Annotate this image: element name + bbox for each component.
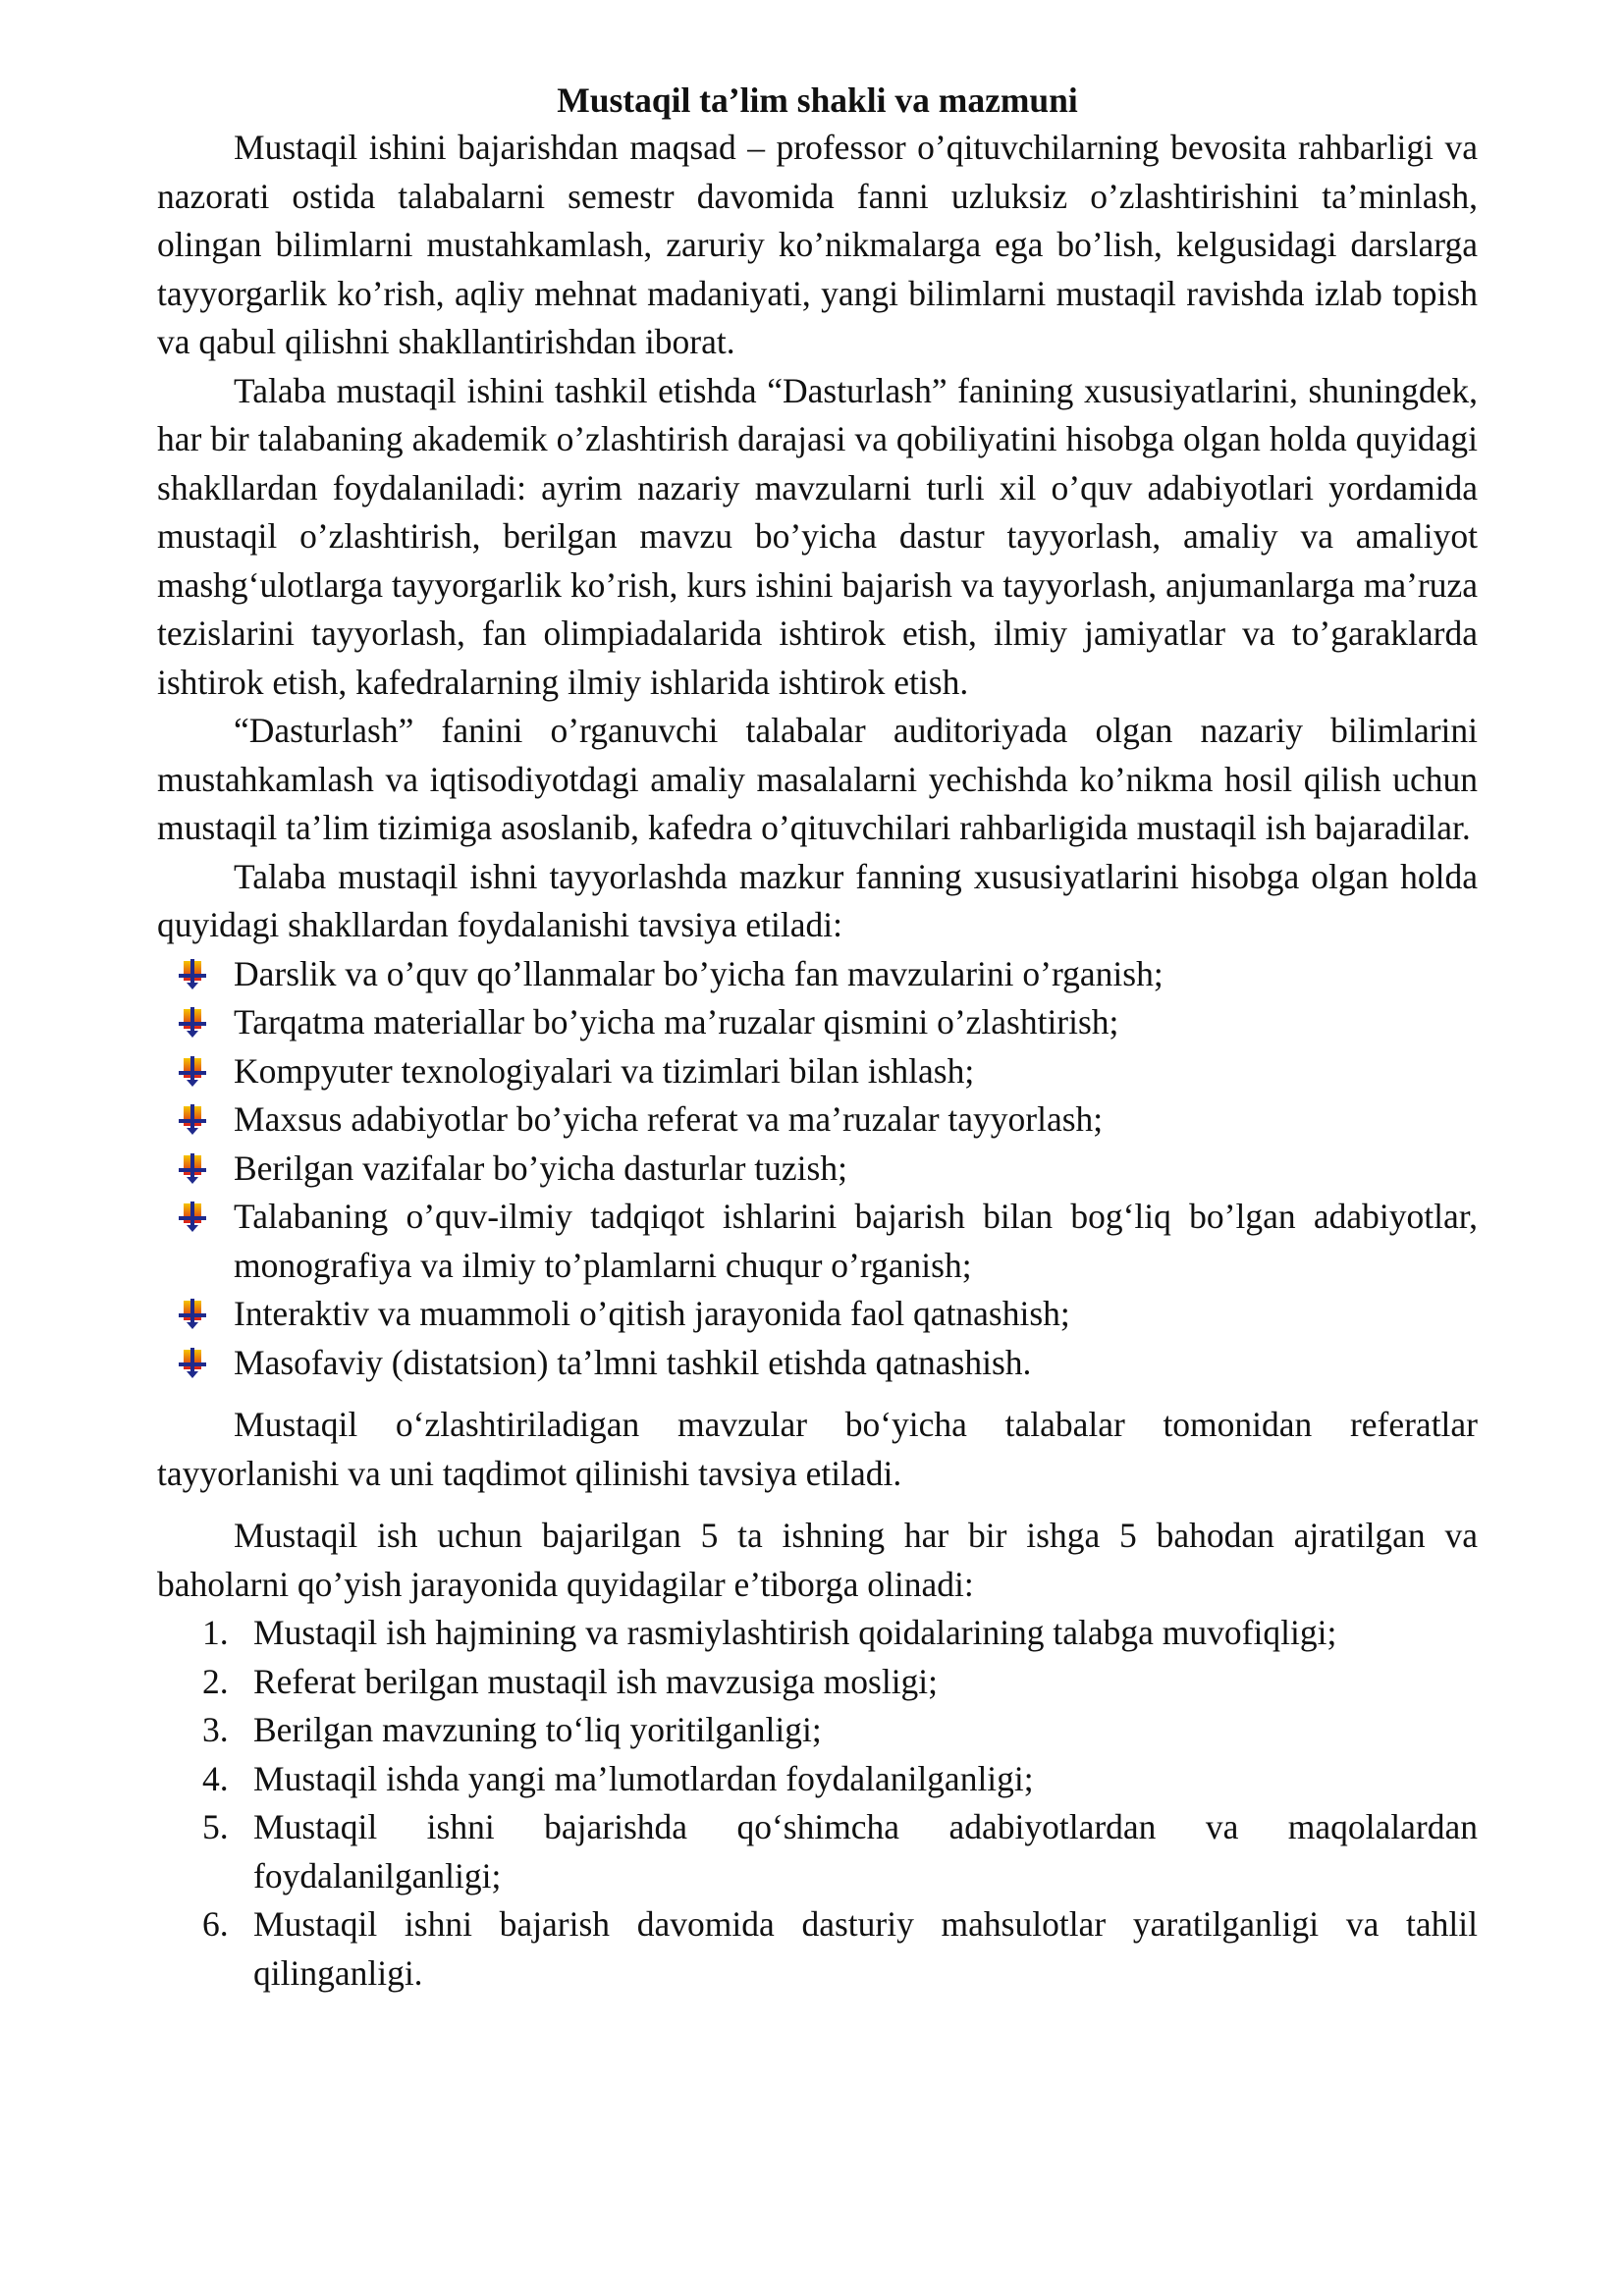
criteria-item bbox=[157, 1658, 1478, 1707]
bullet-item bbox=[157, 1193, 1478, 1290]
criteria-item bbox=[157, 1803, 1478, 1900]
bullet-text: Talabaning o’quv-ilmiy tadqiqot ishlarini bajarish bilan bog‘liq bo’lgan adabiyotlar, monografiya va ilmiy to’plamlarni chuqur o’rganish; bbox=[234, 1197, 1478, 1285]
bullet-item bbox=[157, 1339, 1478, 1388]
bullet-item bbox=[157, 1290, 1478, 1339]
paragraph-purpose: Mustaqil ishini bajarishdan maqsad – professor o’qituvchilarning bevosita rahbarligi va nazorati ostida talabalarni semestr davomida fanni uzluksiz o’zlashtirishini ta’minlash, olingan bilimlarni mustahkamlash, zaruriy ko’nikmalarga ega bo’lish, kelgusidagi darslarga tayyorgarlik ko’rish, aqliy mehnat madaniyati, yangi bilimlarni mustaqil ravishda izlab topish va qabul qilishni shakllantirishdan iborat. bbox=[157, 128, 1478, 361]
criteria-text: Mustaqil ishni bajarish davomida dasturiy mahsulotlar yaratilganligi va tahlil qilinganligi. bbox=[253, 1904, 1478, 1993]
criteria-number: 6. bbox=[202, 1904, 229, 1944]
criteria-text: Mustaqil ish hajmining va rasmiylashtirish qoidalarining talabga muvofiqligi; bbox=[253, 1613, 1337, 1652]
bullet-item bbox=[157, 1047, 1478, 1096]
criteria-item bbox=[157, 1900, 1478, 1998]
arrow-cross-bullet-icon bbox=[175, 1346, 210, 1381]
document-page bbox=[157, 77, 1478, 1998]
criteria-number: 1. bbox=[202, 1613, 229, 1652]
bullet-text: Interaktiv va muammoli o’qitish jarayonida faol qatnashish; bbox=[234, 1294, 1070, 1333]
paragraph-forms: Talaba mustaqil ishini tashkil etishda “Dasturlash” fanining xususiyatlarini, shuningdek, har bir talabaning akademik o’zlashtirish darajasi va qobiliyatini hisobga olgan holda quyidagi shakllardan foydalaniladi: ayrim nazariy mavzularni turli xil o’quv adabiyotlari yordamida mustaqil o’zlashtirish, berilgan mavzu bo’yicha dastur tayyorlash, amaliy va amaliyot mashg‘ulotlarga tayyorgarlik ko’rish, kurs ishini bajarish va tayyorlash, anjumanlarga ma’ruza tezislarini tayyorlash, fan olimpiadalarida ishtirok etish, ilmiy jamiyatlar va to’garaklarda ishtirok etish, kafedralarning ilmiy ishlarida ishtirok etish. bbox=[157, 370, 1478, 702]
criteria-text: Referat berilgan mustaqil ish mavzusiga mosligi; bbox=[253, 1661, 939, 1701]
bullet-item bbox=[157, 1095, 1478, 1145]
bullet-text: Kompyuter texnologiyalari va tizimlari bilan ishlash; bbox=[234, 1050, 975, 1091]
forms-bullet-list bbox=[157, 950, 1478, 1388]
criteria-item bbox=[157, 1609, 1478, 1658]
arrow-cross-bullet-icon bbox=[175, 957, 210, 992]
criteria-number: 2. bbox=[202, 1661, 229, 1701]
paragraph-grading: Mustaqil ish uchun bajarilgan 5 ta ishning har bir ishga 5 bahodan ajratilgan va baholarni qo’yish jarayonida quyidagilar e’tiborga olinadi: bbox=[157, 1516, 1478, 1604]
paragraph-students: “Dasturlash” fanini o’rganuvchi talabalar auditoriyada olgan nazariy bilimlarini mustahkamlash va iqtisodiyotdagi amaliy masalalarni yechishda ko’nikma hosil qilish uchun mustaqil ta’lim tizimiga asoslanib, kafedra o’qituvchilari rahbarligida mustaqil ish bajaradilar. bbox=[157, 711, 1478, 847]
arrow-cross-bullet-icon bbox=[175, 1054, 210, 1090]
bullet-text: Tarqatma materiallar bo’yicha ma’ruzalar qismini o’zlashtirish; bbox=[234, 1002, 1119, 1041]
document-title: Mustaqil ta’lim shakli va mazmuni bbox=[557, 80, 1078, 120]
criteria-item bbox=[157, 1706, 1478, 1755]
grading-criteria-list bbox=[157, 1609, 1478, 1998]
criteria-number: 4. bbox=[202, 1758, 229, 1798]
bullet-item bbox=[157, 1145, 1478, 1194]
bullet-item bbox=[157, 950, 1478, 999]
arrow-cross-bullet-icon bbox=[175, 1297, 210, 1332]
criteria-number: 3. bbox=[202, 1710, 229, 1749]
criteria-text: Mustaqil ishni bajarishda qo‘shimcha adabiyotlardan va maqolalardan foydalanilganligi; bbox=[253, 1807, 1478, 1896]
arrow-cross-bullet-icon bbox=[175, 1005, 210, 1041]
arrow-cross-bullet-icon bbox=[175, 1200, 210, 1235]
bullet-text: Masofaviy (distatsion) ta’lmni tashkil etishda qatnashish. bbox=[234, 1342, 1032, 1382]
bullet-item bbox=[157, 998, 1478, 1047]
paragraph-referats: Mustaqil o‘zlashtiriladigan mavzular bo‘yicha talabalar tomonidan referatlar tayyorlanishi va uni taqdimot qilinishi tavsiya etiladi. bbox=[157, 1405, 1478, 1493]
criteria-number: 5. bbox=[202, 1807, 229, 1846]
criteria-text: Mustaqil ishda yangi ma’lumotlardan foydalanilganligi; bbox=[253, 1758, 1034, 1798]
criteria-text: Berilgan mavzuning to‘liq yoritilganligi; bbox=[253, 1710, 822, 1749]
arrow-cross-bullet-icon bbox=[175, 1102, 210, 1138]
bullet-text: Maxsus adabiyotlar bo’yicha referat va ma’ruzalar tayyorlash; bbox=[234, 1099, 1104, 1139]
bullet-text: Berilgan vazifalar bo’yicha dasturlar tuzish; bbox=[234, 1148, 847, 1188]
bullet-text: Darslik va o’quv qo’llanmalar bo’yicha fan mavzularini o’rganish; bbox=[234, 953, 1164, 993]
arrow-cross-bullet-icon bbox=[175, 1151, 210, 1187]
criteria-item bbox=[157, 1755, 1478, 1804]
paragraph-recommendation: Talaba mustaqil ishni tayyorlashda mazkur fanning xususiyatlarini hisobga olgan holda quyidagi shakllardan foydalanishi tavsiya etiladi: bbox=[157, 856, 1478, 944]
